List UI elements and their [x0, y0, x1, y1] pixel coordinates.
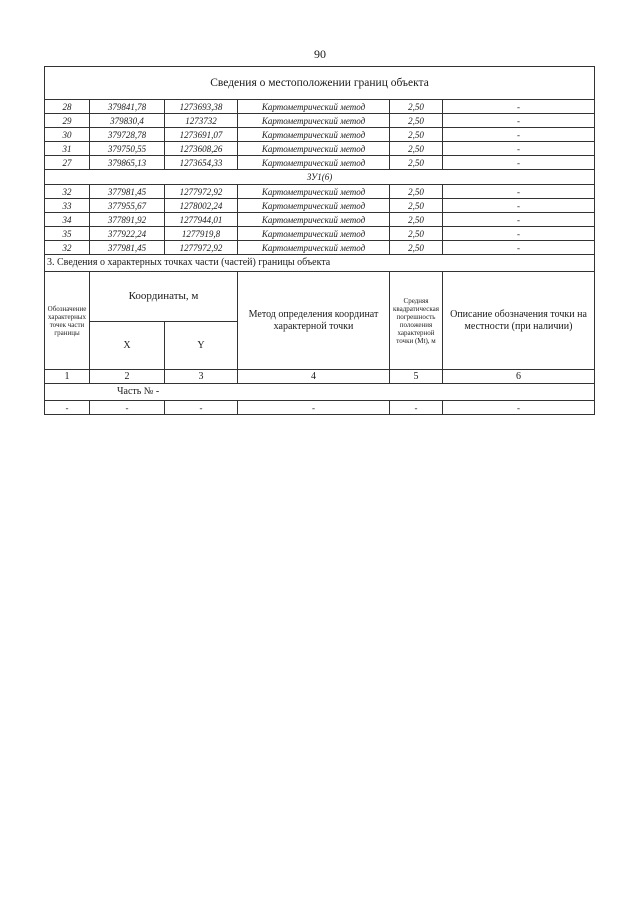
- table-cell: 28: [45, 100, 90, 114]
- table-cell: -: [165, 401, 238, 415]
- part-label: Часть № -: [117, 386, 160, 397]
- table-cell: -: [443, 185, 595, 199]
- table-cell: Картометрический метод: [238, 213, 390, 227]
- table-row: [45, 227, 595, 241]
- section-3-title: 3. Сведения о характерных точках части (частей) границы объекта: [45, 255, 595, 272]
- table-cell: 1273608,26: [165, 142, 238, 156]
- boundary-sheet: [44, 66, 594, 415]
- table-cell: 1277972,92: [165, 185, 238, 199]
- table-cell: -: [45, 401, 90, 415]
- table-cell: 32: [45, 241, 90, 255]
- table-cell: 27: [45, 156, 90, 170]
- table-row: [45, 142, 595, 156]
- table-cell: Картометрический метод: [238, 156, 390, 170]
- table-cell: 2,50: [390, 142, 443, 156]
- table-cell: 379865,13: [90, 156, 165, 170]
- table-cell: 2,50: [390, 100, 443, 114]
- table-cell: 2,50: [390, 213, 443, 227]
- table-cell: 32: [45, 185, 90, 199]
- table-cell: -: [390, 401, 443, 415]
- section-3-title-row: [45, 255, 595, 272]
- table-cell: -: [443, 241, 595, 255]
- table-row: [45, 100, 595, 114]
- table-title: Сведения о местоположении границ объекта: [45, 67, 595, 100]
- column-number-row: [45, 370, 595, 384]
- column-number: 5: [390, 370, 443, 384]
- column-number: 4: [238, 370, 390, 384]
- table-cell: 2,50: [390, 241, 443, 255]
- table-cell: -: [443, 114, 595, 128]
- table-cell: -: [443, 227, 595, 241]
- table-cell: 30: [45, 128, 90, 142]
- boundary-table: [44, 66, 595, 415]
- header-y: Y: [165, 322, 238, 370]
- table-cell: 379830,4: [90, 114, 165, 128]
- table-cell: 379728,78: [90, 128, 165, 142]
- table-cell: 2,50: [390, 185, 443, 199]
- table-cell: 31: [45, 142, 90, 156]
- table-cell: -: [443, 142, 595, 156]
- table-cell: 379750,55: [90, 142, 165, 156]
- header-x: X: [90, 322, 165, 370]
- table-cell: 35: [45, 227, 90, 241]
- table-row: [45, 401, 595, 415]
- header-point-designation: Обозначение характерных точек части границы: [45, 272, 90, 370]
- table-cell: 34: [45, 213, 90, 227]
- table-row: [45, 114, 595, 128]
- table-cell: 377981,45: [90, 241, 165, 255]
- table-cell: Картометрический метод: [238, 100, 390, 114]
- table-cell: Картометрический метод: [238, 199, 390, 213]
- table-cell: -: [443, 156, 595, 170]
- table-cell: -: [90, 401, 165, 415]
- part-row: [45, 384, 595, 401]
- header-method: Метод определения координат характерной точки: [238, 272, 390, 370]
- table-cell: -: [443, 128, 595, 142]
- part-cell: [45, 384, 595, 401]
- table-row: [45, 213, 595, 227]
- table-cell: 377891,92: [90, 213, 165, 227]
- column-number: 3: [165, 370, 238, 384]
- header-row: [45, 272, 595, 322]
- header-accuracy: Средняя квадратическая погрешность положения характерной точки (Мt), м: [390, 272, 443, 370]
- table-cell: Картометрический метод: [238, 185, 390, 199]
- table-cell: 2,50: [390, 128, 443, 142]
- table-row: [45, 128, 595, 142]
- table-title-row: [45, 67, 595, 100]
- header-coordinates: Координаты, м: [90, 272, 238, 322]
- table-cell: -: [443, 213, 595, 227]
- table-cell: 379841,78: [90, 100, 165, 114]
- table-cell: Картометрический метод: [238, 241, 390, 255]
- table-cell: Картометрический метод: [238, 128, 390, 142]
- table-row: [45, 199, 595, 213]
- subheading: ЗУ1(6): [45, 170, 595, 185]
- table-cell: 29: [45, 114, 90, 128]
- table-cell: 1273654,33: [165, 156, 238, 170]
- table-cell: 1277919,8: [165, 227, 238, 241]
- table-cell: 1273691,07: [165, 128, 238, 142]
- table-cell: 2,50: [390, 114, 443, 128]
- table-cell: 1273693,38: [165, 100, 238, 114]
- table-cell: 2,50: [390, 227, 443, 241]
- column-number: 2: [90, 370, 165, 384]
- column-number: 6: [443, 370, 595, 384]
- table-row: [45, 185, 595, 199]
- table-row: [45, 241, 595, 255]
- table-row: [45, 156, 595, 170]
- table-cell: Картометрический метод: [238, 227, 390, 241]
- header-description: Описание обозначения точки на местности (при наличии): [443, 272, 595, 370]
- table-cell: Картометрический метод: [238, 114, 390, 128]
- table-cell: 377955,67: [90, 199, 165, 213]
- table-cell: 2,50: [390, 156, 443, 170]
- table-cell: -: [443, 100, 595, 114]
- table-cell: 1277944,01: [165, 213, 238, 227]
- table-cell: 1278002,24: [165, 199, 238, 213]
- page-number: 90: [314, 47, 326, 61]
- table-cell: 2,50: [390, 199, 443, 213]
- table-cell: Картометрический метод: [238, 142, 390, 156]
- table-cell: -: [443, 199, 595, 213]
- table-cell: 33: [45, 199, 90, 213]
- table-cell: 1277972,92: [165, 241, 238, 255]
- table-cell: 377922,24: [90, 227, 165, 241]
- table-cell: 377981,45: [90, 185, 165, 199]
- table-cell: -: [238, 401, 390, 415]
- subheading-row: [45, 170, 595, 185]
- table-cell: -: [443, 401, 595, 415]
- column-number: 1: [45, 370, 90, 384]
- table-cell: 1273732: [165, 114, 238, 128]
